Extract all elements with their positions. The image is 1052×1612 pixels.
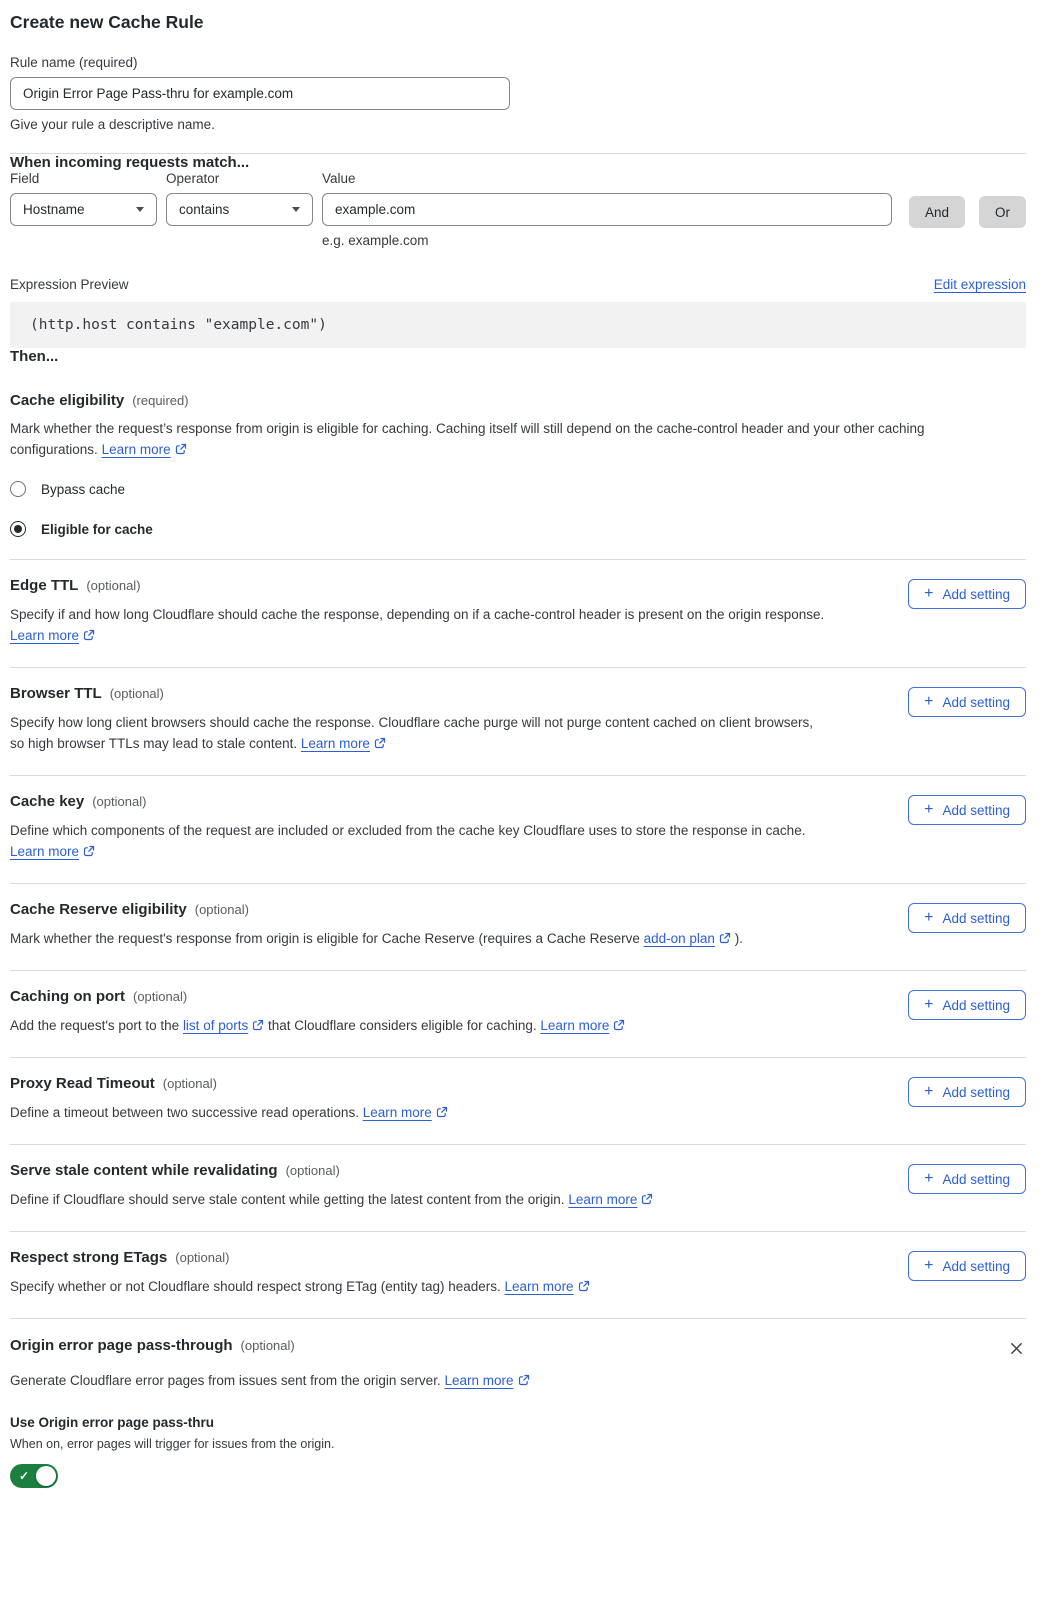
field-label: Field: [10, 171, 40, 186]
external-link-icon: [578, 1280, 590, 1292]
plus-icon: +: [924, 1257, 934, 1274]
radio-icon: [10, 521, 26, 537]
setting-optional-tag: (optional): [133, 989, 188, 1004]
setting-description: Specify if and how long Cloudflare should cache the response, depending on if a cache-control header is present on the origin response. Learn more: [10, 607, 825, 643]
setting-description: Define which components of the request are included or excluded from the cache key Cloudflare uses to store the response in cache. Learn more: [10, 823, 806, 859]
setting-section-caching-on-port: [10, 970, 1026, 1057]
learn-more-link[interactable]: Learn more: [102, 442, 187, 457]
radio-icon: [10, 481, 26, 497]
expression-preview-code: (http.host contains "example.com"): [10, 302, 1026, 348]
add-on-plan-link[interactable]: add-on plan: [644, 931, 731, 946]
setting-section-respect-strong-etags: [10, 1231, 1026, 1318]
setting-description: Mark whether the request's response from origin is eligible for Cache Reserve (requires a Cache Reserve add-on plan ).: [10, 931, 743, 946]
plus-icon: +: [924, 996, 934, 1013]
use-origin-pass-thru-label: Use Origin error page pass-thru: [10, 1415, 215, 1430]
setting-description: Define a timeout between two successive read operations. Learn more: [10, 1102, 448, 1123]
cache-eligibility-options: [10, 479, 1026, 539]
plus-icon: +: [924, 693, 934, 710]
setting-title: Serve stale content while revalidating: [10, 1162, 278, 1179]
add-setting-label: Add setting: [942, 997, 1010, 1013]
radio-option-label: Eligible for cache: [41, 521, 153, 537]
setting-optional-tag: (optional): [92, 794, 147, 809]
cache-eligibility-description: Mark whether the request’s response from origin is eligible for caching. Caching itself will still depend on the cache-control header and your other caching configurations. Learn more: [10, 421, 925, 457]
rule-name-input[interactable]: [10, 77, 510, 110]
page-title: Create new Cache Rule: [10, 12, 204, 32]
learn-more-link[interactable]: Learn more: [505, 1279, 590, 1294]
setting-optional-tag: (optional): [86, 578, 141, 593]
match-heading: When incoming requests match...: [10, 154, 250, 171]
origin-pass-through-title: Origin error page pass-through: [10, 1337, 233, 1354]
or-button[interactable]: Or: [979, 196, 1026, 228]
setting-title: Caching on port: [10, 988, 125, 1005]
origin-pass-through-optional-tag: (optional): [240, 1338, 295, 1353]
external-link-icon: [374, 737, 386, 749]
rule-name-helper: Give your rule a descriptive name.: [10, 117, 215, 132]
add-setting-button[interactable]: [908, 1164, 1026, 1194]
learn-more-link[interactable]: Learn more: [540, 1018, 625, 1033]
toggle-knob: [36, 1466, 56, 1486]
radio-option-bypass-cache[interactable]: [10, 479, 1026, 499]
rule-name-block: [10, 55, 1026, 132]
setting-section-cache-reserve-eligibility: [10, 883, 1026, 970]
value-label: Value: [322, 171, 356, 186]
chevron-down-icon: [292, 207, 300, 212]
check-icon: ✓: [19, 1469, 30, 1483]
expression-preview-label: Expression Preview: [10, 277, 129, 292]
origin-pass-thru-toggle[interactable]: [10, 1464, 58, 1488]
origin-error-pass-through-section: [10, 1318, 1026, 1488]
add-setting-label: Add setting: [942, 1084, 1010, 1100]
learn-more-link[interactable]: Learn more: [444, 1373, 529, 1388]
add-setting-button[interactable]: [908, 795, 1026, 825]
cache-eligibility-title: Cache eligibility: [10, 392, 125, 409]
setting-title: Browser TTL: [10, 685, 102, 702]
radio-option-eligible-for-cache[interactable]: [10, 519, 1026, 539]
cache-eligibility-block: [10, 392, 1026, 539]
external-link-icon: [83, 845, 95, 857]
add-setting-label: Add setting: [942, 694, 1010, 710]
plus-icon: +: [924, 909, 934, 926]
add-setting-label: Add setting: [942, 586, 1010, 602]
then-heading: Then...: [10, 348, 59, 365]
setting-description: Add the request's port to the list of ports that Cloudflare considers eligible for caching. Learn more: [10, 1015, 625, 1036]
external-link-icon: [719, 932, 731, 944]
add-setting-label: Add setting: [942, 1258, 1010, 1274]
learn-more-link[interactable]: Learn more: [363, 1105, 448, 1120]
setting-title: Proxy Read Timeout: [10, 1075, 155, 1092]
add-setting-label: Add setting: [942, 802, 1010, 818]
setting-section-cache-key: [10, 775, 1026, 883]
setting-section-proxy-read-timeout: [10, 1057, 1026, 1144]
setting-title: Edge TTL: [10, 577, 79, 594]
field-select[interactable]: [10, 193, 157, 226]
setting-optional-tag: (optional): [109, 686, 164, 701]
setting-description: Specify how long client browsers should cache the response. Cloudflare cache purge will not purge content cached on client browsers, so high browser TTLs may lead to stale content. Learn more: [10, 715, 813, 751]
close-button[interactable]: [1007, 1339, 1026, 1361]
external-link-icon: [641, 1193, 653, 1205]
setting-section-edge-ttl: [10, 559, 1026, 667]
setting-title: Respect strong ETags: [10, 1249, 168, 1266]
learn-more-link[interactable]: Learn more: [301, 736, 386, 751]
operator-select-value: contains: [179, 202, 230, 217]
close-icon: [1009, 1341, 1024, 1356]
and-button[interactable]: And: [909, 196, 965, 228]
setting-optional-tag: (optional): [175, 1250, 230, 1265]
external-link-icon: [613, 1019, 625, 1031]
rule-name-label: Rule name (required): [10, 55, 138, 70]
cache-eligibility-required-tag: (required): [132, 393, 189, 408]
settings-list: [10, 559, 1026, 1318]
learn-more-link[interactable]: Learn more: [10, 844, 95, 859]
operator-label: Operator: [166, 171, 220, 186]
plus-icon: +: [924, 801, 934, 818]
learn-more-link[interactable]: Learn more: [568, 1192, 653, 1207]
value-helper: e.g. example.com: [322, 233, 429, 248]
setting-title: Cache key: [10, 793, 85, 810]
add-setting-button[interactable]: [908, 903, 1026, 933]
add-setting-button[interactable]: [908, 687, 1026, 717]
value-input[interactable]: [322, 193, 892, 226]
setting-section-serve-stale-content-while-revalidating: [10, 1144, 1026, 1231]
add-setting-label: Add setting: [942, 1171, 1010, 1187]
external-link-icon: [83, 629, 95, 641]
external-link-icon: [436, 1106, 448, 1118]
match-condition-row: [10, 171, 1026, 248]
plus-icon: +: [924, 585, 934, 602]
list-of-ports-link[interactable]: list of ports: [183, 1018, 264, 1033]
plus-icon: +: [924, 1170, 934, 1187]
setting-description: Specify whether or not Cloudflare should respect strong ETag (entity tag) headers. Learn more: [10, 1276, 590, 1297]
plus-icon: +: [924, 1083, 934, 1100]
origin-pass-through-description: Generate Cloudflare error pages from issues sent from the origin server. Learn more: [10, 1370, 1000, 1391]
setting-title: Cache Reserve eligibility: [10, 901, 187, 918]
edit-expression-link[interactable]: Edit expression: [933, 277, 1026, 292]
setting-description: Define if Cloudflare should serve stale content while getting the latest content from the origin. Learn more: [10, 1189, 653, 1210]
setting-optional-tag: (optional): [162, 1076, 217, 1091]
external-link-icon: [518, 1374, 530, 1386]
setting-optional-tag: (optional): [194, 902, 249, 917]
add-setting-button[interactable]: [908, 990, 1026, 1020]
add-setting-label: Add setting: [942, 910, 1010, 926]
radio-option-label: Bypass cache: [41, 481, 126, 497]
external-link-icon: [252, 1019, 264, 1031]
learn-more-link[interactable]: Learn more: [10, 628, 95, 643]
operator-select[interactable]: [166, 193, 313, 226]
origin-pass-thru-helper: When on, error pages will trigger for issues from the origin.: [10, 1437, 335, 1451]
add-setting-button[interactable]: [908, 1077, 1026, 1107]
external-link-icon: [175, 443, 187, 455]
setting-optional-tag: (optional): [285, 1163, 340, 1178]
add-setting-button[interactable]: [908, 1251, 1026, 1281]
field-select-value: Hostname: [23, 202, 85, 217]
chevron-down-icon: [136, 207, 144, 212]
setting-section-browser-ttl: [10, 667, 1026, 775]
add-setting-button[interactable]: [908, 579, 1026, 609]
